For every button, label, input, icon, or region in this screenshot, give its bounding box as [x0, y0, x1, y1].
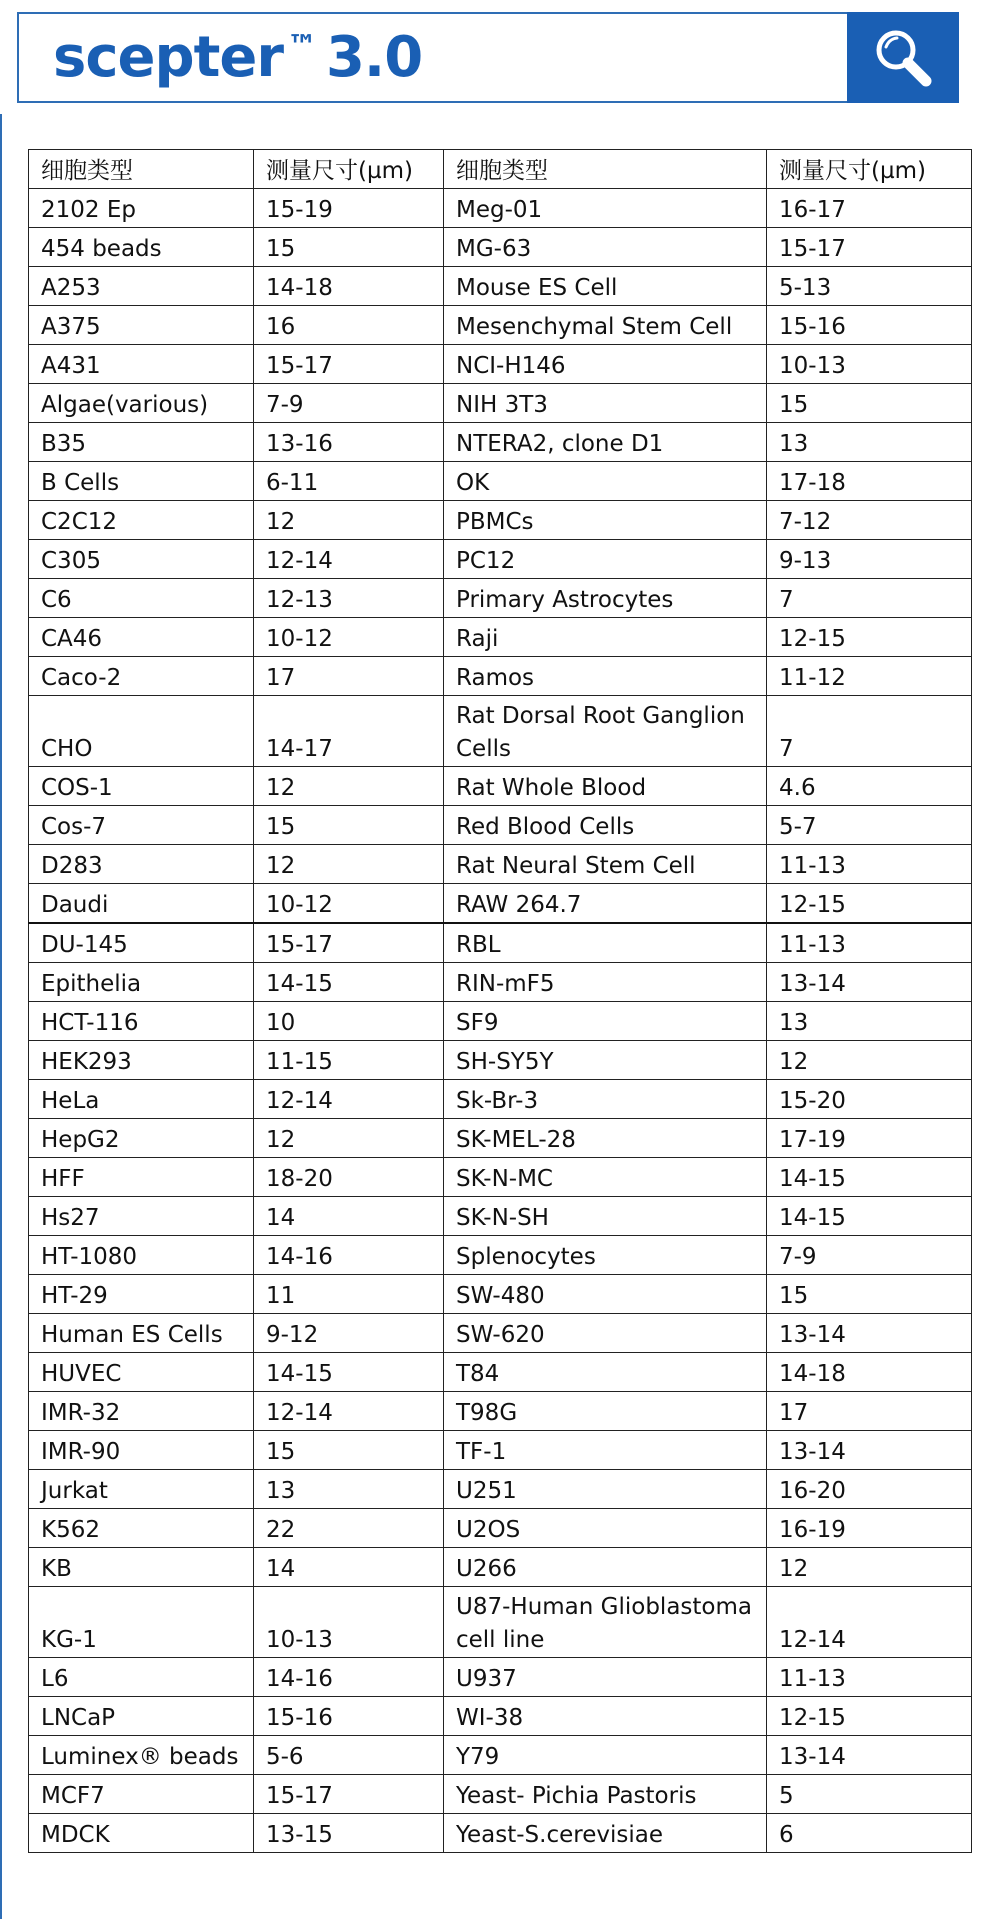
- size-right: 7-9: [767, 1236, 972, 1275]
- cell-type-left: B Cells: [29, 462, 254, 501]
- cell-type-left: 454 beads: [29, 228, 254, 267]
- size-right: 16-17: [767, 189, 972, 228]
- table-row: [29, 923, 972, 963]
- size-left: 10: [254, 1002, 444, 1041]
- size-right: 12-15: [767, 884, 972, 924]
- size-right: 17: [767, 1392, 972, 1431]
- cell-type-left: K562: [29, 1509, 254, 1548]
- table-row: [29, 462, 972, 501]
- table-row: [29, 1548, 972, 1587]
- cell-type-left: B35: [29, 423, 254, 462]
- size-right: 16-19: [767, 1509, 972, 1548]
- size-right: 11-12: [767, 657, 972, 696]
- table-row: [29, 1697, 972, 1736]
- cell-type-left: HCT-116: [29, 1002, 254, 1041]
- table-row: [29, 1431, 972, 1470]
- size-right: 12: [767, 1041, 972, 1080]
- size-right: 14-15: [767, 1158, 972, 1197]
- cell-type-left: HeLa: [29, 1080, 254, 1119]
- header-cell-type-2: 细胞类型: [444, 150, 767, 189]
- size-left: 15-19: [254, 189, 444, 228]
- table-header-row: [29, 150, 972, 189]
- table-row: [29, 1080, 972, 1119]
- size-left: 12: [254, 501, 444, 540]
- cell-type-left: Human ES Cells: [29, 1314, 254, 1353]
- cell-type-left: 2102 Ep: [29, 189, 254, 228]
- cell-type-right: Sk-Br-3: [444, 1080, 767, 1119]
- size-right: 9-13: [767, 540, 972, 579]
- cell-type-left: KG-1: [29, 1587, 254, 1658]
- table-row: [29, 423, 972, 462]
- size-left: 12-13: [254, 579, 444, 618]
- size-right: 17-19: [767, 1119, 972, 1158]
- size-left: 12: [254, 845, 444, 884]
- size-left: 6-11: [254, 462, 444, 501]
- cell-type-right: Rat Whole Blood: [444, 767, 767, 806]
- size-left: 15-17: [254, 345, 444, 384]
- size-left: 14-17: [254, 696, 444, 767]
- cell-type-left: COS-1: [29, 767, 254, 806]
- size-right: 17-18: [767, 462, 972, 501]
- size-left: 11: [254, 1275, 444, 1314]
- cell-type-right: Red Blood Cells: [444, 806, 767, 845]
- size-right: 7: [767, 696, 972, 767]
- size-right: 12: [767, 1548, 972, 1587]
- size-left: 12-14: [254, 1080, 444, 1119]
- table-row: [29, 189, 972, 228]
- size-right: 5-7: [767, 806, 972, 845]
- cell-type-left: HFF: [29, 1158, 254, 1197]
- size-left: 14: [254, 1197, 444, 1236]
- table-row: [29, 1658, 972, 1697]
- size-left: 10-13: [254, 1587, 444, 1658]
- cell-type-right: NCI-H146: [444, 345, 767, 384]
- table-row: [29, 267, 972, 306]
- magnifier-icon: [870, 25, 936, 91]
- header-size-1: 测量尺寸(µm): [254, 150, 444, 189]
- size-right: 15-20: [767, 1080, 972, 1119]
- cell-type-left: MCF7: [29, 1775, 254, 1814]
- cell-type-left: HEK293: [29, 1041, 254, 1080]
- cell-type-left: KB: [29, 1548, 254, 1587]
- cell-type-right: SW-480: [444, 1275, 767, 1314]
- cell-type-left: HUVEC: [29, 1353, 254, 1392]
- header-cell-type-1: 细胞类型: [29, 150, 254, 189]
- table-row: [29, 657, 972, 696]
- size-right: 7: [767, 579, 972, 618]
- table-row: [29, 618, 972, 657]
- size-left: 15: [254, 228, 444, 267]
- table-row: [29, 1275, 972, 1314]
- table-row: [29, 1353, 972, 1392]
- table-row: [29, 1197, 972, 1236]
- size-left: 14-16: [254, 1236, 444, 1275]
- size-right: 5: [767, 1775, 972, 1814]
- cell-type-right: PBMCs: [444, 501, 767, 540]
- cell-type-right: U2OS: [444, 1509, 767, 1548]
- size-left: 10-12: [254, 884, 444, 924]
- table-row: [29, 345, 972, 384]
- size-left: 10-12: [254, 618, 444, 657]
- cell-type-right: TF-1: [444, 1431, 767, 1470]
- cell-type-left: A431: [29, 345, 254, 384]
- size-right: 13-14: [767, 1431, 972, 1470]
- cell-type-right: Meg-01: [444, 189, 767, 228]
- table-row: [29, 963, 972, 1002]
- page-left-rule: [0, 114, 2, 1919]
- size-right: 13: [767, 423, 972, 462]
- cell-type-left: D283: [29, 845, 254, 884]
- size-right: 5-13: [767, 267, 972, 306]
- cell-type-left: C2C12: [29, 501, 254, 540]
- size-left: 12: [254, 767, 444, 806]
- cell-type-left: IMR-32: [29, 1392, 254, 1431]
- table-row: [29, 1236, 972, 1275]
- table-row: [29, 1119, 972, 1158]
- table-row: [29, 501, 972, 540]
- cell-type-right: RBL: [444, 923, 767, 963]
- cell-type-right: SW-620: [444, 1314, 767, 1353]
- table-row: [29, 1470, 972, 1509]
- cell-type-right: Raji: [444, 618, 767, 657]
- cell-type-right: Yeast-S.cerevisiae: [444, 1814, 767, 1853]
- logo-name: scepter: [53, 25, 283, 90]
- cell-type-left: MDCK: [29, 1814, 254, 1853]
- cell-type-left: CA46: [29, 618, 254, 657]
- size-right: 15-17: [767, 228, 972, 267]
- table-row: [29, 228, 972, 267]
- size-right: 15: [767, 384, 972, 423]
- size-left: 15: [254, 1431, 444, 1470]
- size-left: 15: [254, 806, 444, 845]
- cell-type-right: Primary Astrocytes: [444, 579, 767, 618]
- cell-type-left: Luminex® beads: [29, 1736, 254, 1775]
- size-right: 13-14: [767, 963, 972, 1002]
- cell-type-left: HT-29: [29, 1275, 254, 1314]
- table-row: [29, 384, 972, 423]
- size-right: 12-15: [767, 618, 972, 657]
- size-left: 17: [254, 657, 444, 696]
- cell-type-right: RIN-mF5: [444, 963, 767, 1002]
- size-right: 12-15: [767, 1697, 972, 1736]
- cell-type-right: Mouse ES Cell: [444, 267, 767, 306]
- size-left: 12: [254, 1119, 444, 1158]
- cell-type-left: Hs27: [29, 1197, 254, 1236]
- cell-type-right: SK-N-MC: [444, 1158, 767, 1197]
- cell-type-right: U251: [444, 1470, 767, 1509]
- size-right: 11-13: [767, 845, 972, 884]
- size-right: 4.6: [767, 767, 972, 806]
- cell-type-right: OK: [444, 462, 767, 501]
- size-right: 15: [767, 1275, 972, 1314]
- cell-type-right: Mesenchymal Stem Cell: [444, 306, 767, 345]
- table-row: [29, 696, 972, 767]
- size-right: 10-13: [767, 345, 972, 384]
- table-row: [29, 1775, 972, 1814]
- cell-type-right: Y79: [444, 1736, 767, 1775]
- size-left: 14: [254, 1548, 444, 1587]
- table-row: [29, 1509, 972, 1548]
- table-row: [29, 1002, 972, 1041]
- cell-type-left: Algae(various): [29, 384, 254, 423]
- size-right: 12-14: [767, 1587, 972, 1658]
- table-row: [29, 1736, 972, 1775]
- size-left: 14-15: [254, 963, 444, 1002]
- cell-type-right: U937: [444, 1658, 767, 1697]
- cell-type-right: Rat Neural Stem Cell: [444, 845, 767, 884]
- size-right: 16-20: [767, 1470, 972, 1509]
- cell-type-right: T84: [444, 1353, 767, 1392]
- cell-type-right: NTERA2, clone D1: [444, 423, 767, 462]
- cell-type-right: Rat Dorsal Root Ganglion Cells: [444, 696, 767, 767]
- table-body: [29, 189, 972, 1853]
- size-left: 14-15: [254, 1353, 444, 1392]
- cell-type-right: SK-MEL-28: [444, 1119, 767, 1158]
- cell-type-left: DU-145: [29, 923, 254, 963]
- size-left: 9-12: [254, 1314, 444, 1353]
- cell-type-right: Yeast- Pichia Pastoris: [444, 1775, 767, 1814]
- size-right: 6: [767, 1814, 972, 1853]
- cell-type-left: Epithelia: [29, 963, 254, 1002]
- size-left: 7-9: [254, 384, 444, 423]
- table-row: [29, 1314, 972, 1353]
- table-row: [29, 1814, 972, 1853]
- size-left: 18-20: [254, 1158, 444, 1197]
- size-left: 11-15: [254, 1041, 444, 1080]
- size-left: 13-15: [254, 1814, 444, 1853]
- size-left: 14-18: [254, 267, 444, 306]
- cell-type-left: HepG2: [29, 1119, 254, 1158]
- cell-type-left: CHO: [29, 696, 254, 767]
- cell-type-right: SK-N-SH: [444, 1197, 767, 1236]
- cell-type-right: WI-38: [444, 1697, 767, 1736]
- cell-size-table: [28, 149, 972, 1853]
- cell-type-left: IMR-90: [29, 1431, 254, 1470]
- size-right: 14-15: [767, 1197, 972, 1236]
- table-row: [29, 540, 972, 579]
- cell-type-left: A375: [29, 306, 254, 345]
- size-left: 13-16: [254, 423, 444, 462]
- size-left: 14-16: [254, 1658, 444, 1697]
- cell-type-right: U266: [444, 1548, 767, 1587]
- cell-type-left: Jurkat: [29, 1470, 254, 1509]
- size-right: 7-12: [767, 501, 972, 540]
- cell-type-left: Cos-7: [29, 806, 254, 845]
- header-banner: [17, 12, 959, 103]
- table-row: [29, 845, 972, 884]
- logo-trademark: ™: [286, 29, 316, 64]
- cell-type-left: C305: [29, 540, 254, 579]
- cell-type-right: RAW 264.7: [444, 884, 767, 924]
- size-left: 15-17: [254, 1775, 444, 1814]
- cell-type-left: Caco-2: [29, 657, 254, 696]
- table-row: [29, 884, 972, 924]
- cell-type-right: U87-Human Glioblastoma cell line: [444, 1587, 767, 1658]
- table-row: [29, 579, 972, 618]
- search-button[interactable]: [847, 12, 959, 103]
- size-right: 13-14: [767, 1736, 972, 1775]
- cell-type-right: PC12: [444, 540, 767, 579]
- size-right: 13-14: [767, 1314, 972, 1353]
- size-left: 13: [254, 1470, 444, 1509]
- cell-type-right: SF9: [444, 1002, 767, 1041]
- logo-version: 3.0: [325, 25, 423, 90]
- table-row: [29, 806, 972, 845]
- size-left: 12-14: [254, 1392, 444, 1431]
- cell-type-right: SH-SY5Y: [444, 1041, 767, 1080]
- size-right: 15-16: [767, 306, 972, 345]
- table-row: [29, 1158, 972, 1197]
- size-right: 14-18: [767, 1353, 972, 1392]
- cell-type-left: L6: [29, 1658, 254, 1697]
- size-right: 13: [767, 1002, 972, 1041]
- cell-type-right: Ramos: [444, 657, 767, 696]
- cell-type-left: C6: [29, 579, 254, 618]
- cell-type-left: A253: [29, 267, 254, 306]
- table-row: [29, 1392, 972, 1431]
- size-right: 11-13: [767, 923, 972, 963]
- size-right: 11-13: [767, 1658, 972, 1697]
- cell-type-left: HT-1080: [29, 1236, 254, 1275]
- table-row: [29, 767, 972, 806]
- cell-type-right: Splenocytes: [444, 1236, 767, 1275]
- scepter-logo: [53, 24, 422, 91]
- size-left: 15-17: [254, 923, 444, 963]
- table-row: [29, 1041, 972, 1080]
- table-row: [29, 306, 972, 345]
- size-left: 12-14: [254, 540, 444, 579]
- size-left: 16: [254, 306, 444, 345]
- cell-type-left: LNCaP: [29, 1697, 254, 1736]
- cell-type-left: Daudi: [29, 884, 254, 924]
- table-row: [29, 1587, 972, 1658]
- size-left: 22: [254, 1509, 444, 1548]
- cell-type-right: NIH 3T3: [444, 384, 767, 423]
- header-size-2: 测量尺寸(µm): [767, 150, 972, 189]
- cell-type-right: MG-63: [444, 228, 767, 267]
- size-left: 15-16: [254, 1697, 444, 1736]
- cell-type-right: T98G: [444, 1392, 767, 1431]
- size-left: 5-6: [254, 1736, 444, 1775]
